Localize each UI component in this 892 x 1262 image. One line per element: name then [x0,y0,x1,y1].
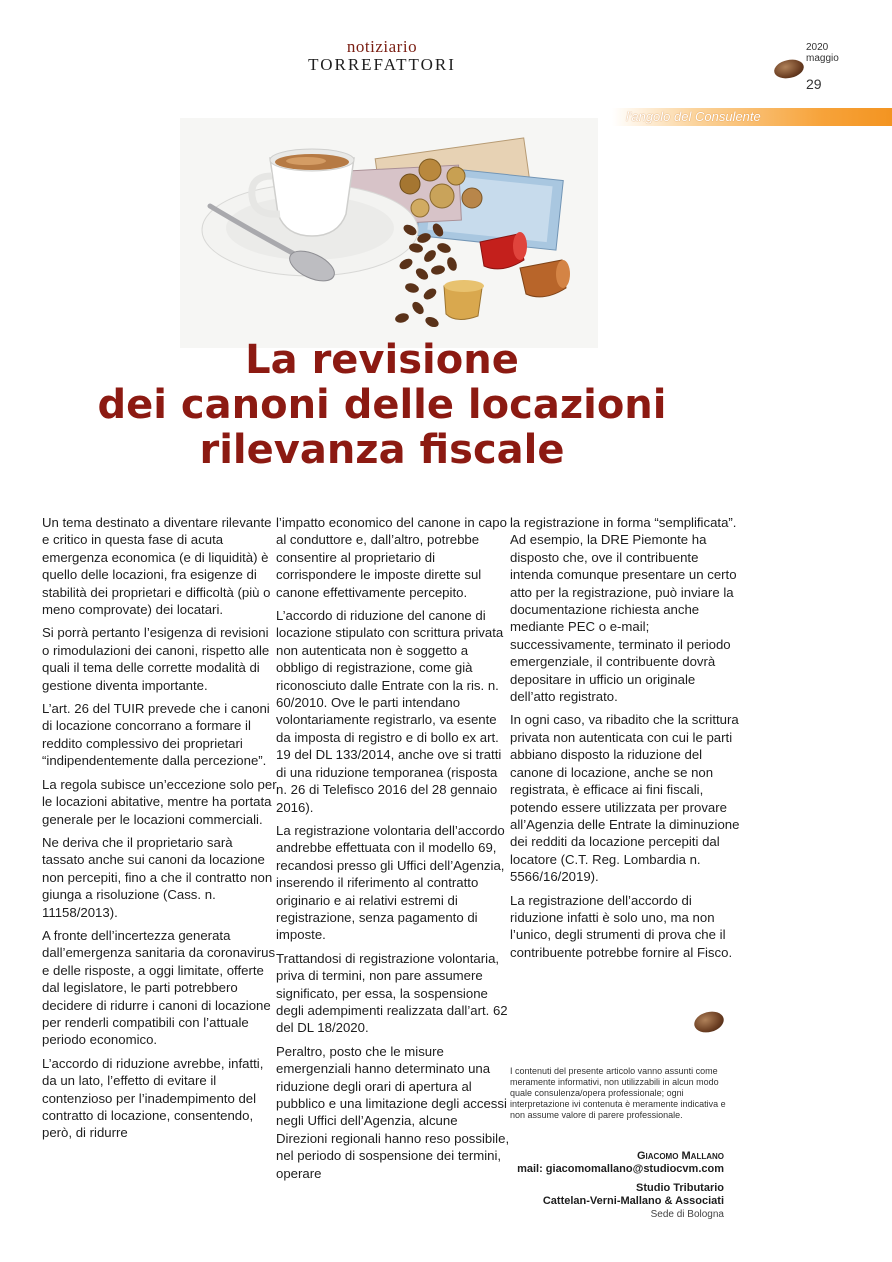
issue-date [806,42,839,64]
title-line-1: La revisione [245,337,519,383]
hero-illustration [180,118,598,348]
paragraph: Un tema destinato a diventare rilevante e critico in questa fase di acuta emergenza economica (e di liquidità) è quello delle locazioni, fra esigenze di stabilità dei proprietari e difficoltà (più o meno comprovate) dei locatari. [42,515,272,618]
title-line-2: dei canoni delle locazioni [97,382,667,428]
author-name: Giacomo Mallano [637,1150,724,1162]
studio-location: Sede di Bologna [650,1209,724,1220]
article-column-3 [510,514,744,967]
masthead-bottom: TORREFATTORI [308,55,456,74]
paragraph: L’accordo di riduzione del canone di locazione stipulato con scrittura privata non autenticata non è soggetto a obbligo di registrazione, come già riconosciuto dalle Entrate con la ris. n. 60/2010. Ove le parti intendano volontariamente registrarlo, va esente da imposta di registro e di bollo ex art. 19 del DL 133/2014, anche ove si tratti di una riduzione temporanea (risposta n. 26 di Telefisco 2016 del 28 gennaio 2016). [276,608,504,815]
masthead [0,38,764,73]
paragraph: Trattandosi di registrazione volontaria, priva di termini, non pare assumere significato, per essa, la sospensione degli adempimenti realizzata dall’art. 62 del DL 18/2020. [276,950,508,1036]
article-column-1 [42,514,278,1148]
studio-partners: Cattelan-Verni-Mallano & Associati [542,1195,724,1207]
paragraph: l’impatto economico del canone in capo al conduttore e, dall’altro, potrebbe consentire al proprietario di corrispondere le imposte dirette sul canone effettivamente percepito. [276,515,507,600]
article-column-2 [276,514,512,1188]
paragraph: Si porrà pertanto l’esigenza di revisioni o rimodulazioni dei canoni, rispetto alle quali il tema delle corrette modalità di gestione diventa importante. [42,625,270,693]
paragraph: L’art. 26 del TUIR prevede che i canoni di locazione concorrano a formare il reddito complessivo dei proprietari “indipendentemente dalla percezione”. [42,701,270,769]
article-title [0,338,764,473]
issue-month: maggio [806,53,839,64]
page-number: 29 [806,76,822,92]
coffee-cup-coins-capsules-image [180,118,598,348]
studio-name: Studio Tributario [636,1182,724,1194]
paragraph: Peraltro, posto che le misure emergenziali hanno determinato una riduzione degli orari di apertura al pubblico e una limitazione degli accessi negli Uffici dell’Agenzia, alcune Direzioni regionali hanno reso possibile, nel periodo di sospensione dei termini, operare [276,1043,510,1181]
paragraph: la registrazione in forma “semplificata”. Ad esempio, la DRE Piemonte ha disposto che, ove il contribuente intenda comunque presentare un certo atto per la registrazione, può inviare la documentazione richiesta anche mediante PEC o e-mail; successivamente, terminato il periodo emergenziale, il contribuente dovrà depositare in ufficio un originale dell’atto registrato. [510,515,737,705]
paragraph: In ogni caso, va ribadito che la scrittura privata non autenticata con cui le parti abbiano disposto la riduzione del canone di locazione, anche se non registrata, è efficace ai fini fiscali, potendo essere utilizzata per provare all’Agenzia delle Entrate la diminuzione dei redditi da locazione percepiti dal locatore (C.T. Reg. Lombardia n. 5566/16/2019). [510,712,740,885]
masthead-top: notiziario [346,37,418,56]
paragraph: La regola subisce un’eccezione solo per le locazioni abitative, mentre ha portata generale per le locazioni commerciali. [42,776,277,827]
author-email: mail: giacomomallano@studiocvm.com [517,1163,724,1175]
section-label: l'angolo del Consulente [626,109,761,124]
paragraph: A fronte dell’incertezza generata dall’emergenza sanitaria da coronavirus e delle risposte, a oggi limitate, offerte dal legislatore, le parti potrebbero decidere di ridurre i canoni di locazione per renderli compatibili con l’attuale periodo economico. [42,927,276,1048]
coffee-bean-icon [772,57,805,81]
paragraph: La registrazione dell’accordo di riduzione infatti è solo uno, ma non l’unico, degli strumenti di prova che il contribuente potrebbe fornire al Fisco. [510,892,733,960]
paragraph: Ne deriva che il proprietario sarà tassato anche sui canoni da locazione non percepiti, fino a che il contratto non giunga a risoluzione (Cass. n. 11158/2013). [42,834,273,920]
author-block [490,1150,724,1221]
coffee-bean-icon [692,1008,726,1035]
title-line-3: rilevanza fiscale [199,427,565,473]
issue-year: 2020 [806,42,829,53]
paragraph: La registrazione volontaria dell’accordo andrebbe effettuata con il modello 69, recandosi presso gli Uffici dell’Agenzia, inserendo il riferimento al contratto originario e ai relativi estremi di registrazione, senza pagamento di imposte. [276,822,505,943]
disclaimer: I contenuti del presente articolo vanno assunti come meramente informativi, non utilizzabili in alcun modo quale consulenza/opera professionale; ogni interpretazione ivi contenuta è meramente indicativa e non assume valore di parere professionale. [510,1066,726,1120]
paragraph: L’accordo di riduzione avrebbe, infatti, da un lato, l’effetto di evitare il contenzioso per l’inadempimento del contratto di locazione, consentendo, però, di ridurre [42,1055,264,1141]
